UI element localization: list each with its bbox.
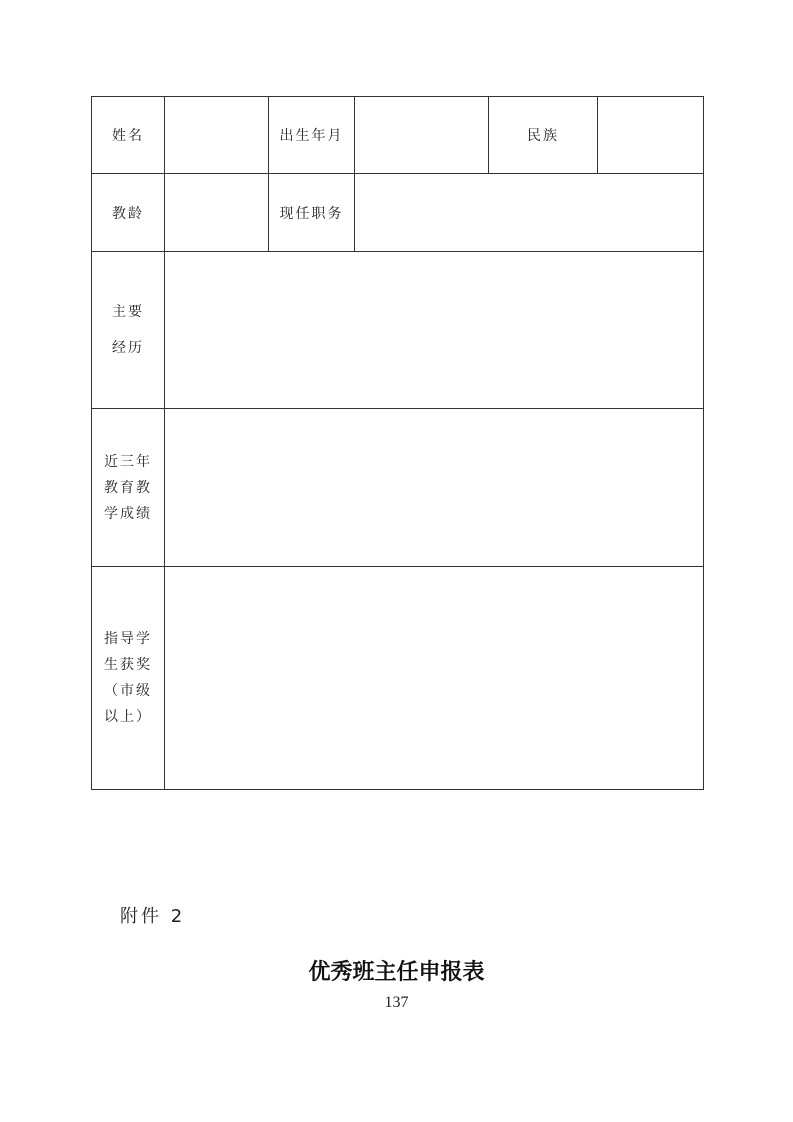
document-title: 优秀班主任申报表 xyxy=(308,960,485,985)
birth-date-label: 出生年月 xyxy=(269,97,355,174)
current-position-field[interactable] xyxy=(355,174,704,252)
experience-label-line2: 经历 xyxy=(112,340,144,356)
form-row-basic-info xyxy=(92,97,704,174)
achievements-label-line2: 教育教 xyxy=(104,479,152,496)
student-awards-label-line1: 指导学 xyxy=(104,631,152,647)
annex-label: 附件 2 xyxy=(120,906,186,927)
student-awards-field[interactable] xyxy=(165,567,704,790)
current-position-label: 现任职务 xyxy=(269,174,355,252)
experience-field[interactable] xyxy=(165,252,704,409)
student-awards-label-line4: 以上） xyxy=(104,709,152,725)
ethnicity-label: 民族 xyxy=(489,97,598,174)
student-awards-label-line3: （市级 xyxy=(104,683,152,699)
student-awards-label xyxy=(92,567,165,790)
page-number: 137 xyxy=(384,994,409,1011)
experience-label-line1: 主要 xyxy=(112,304,144,320)
form-row-experience xyxy=(92,252,704,409)
form-row-achievements xyxy=(92,409,704,567)
teaching-years-field[interactable] xyxy=(165,174,269,252)
form-row-student-awards xyxy=(92,567,704,790)
student-awards-label-line2: 生获奖 xyxy=(104,657,152,673)
name-field[interactable] xyxy=(165,97,269,174)
achievements-field[interactable] xyxy=(165,409,704,567)
application-form-table xyxy=(91,96,704,790)
form-row-position xyxy=(92,174,704,252)
achievements-label-line1: 近三年 xyxy=(104,453,152,470)
birth-date-field[interactable] xyxy=(355,97,489,174)
teaching-years-label: 教龄 xyxy=(92,174,165,252)
achievements-label xyxy=(92,409,165,567)
name-label: 姓名 xyxy=(92,97,165,174)
experience-label xyxy=(92,252,165,409)
achievements-label-line3: 学成绩 xyxy=(104,505,152,522)
ethnicity-field[interactable] xyxy=(598,97,704,174)
